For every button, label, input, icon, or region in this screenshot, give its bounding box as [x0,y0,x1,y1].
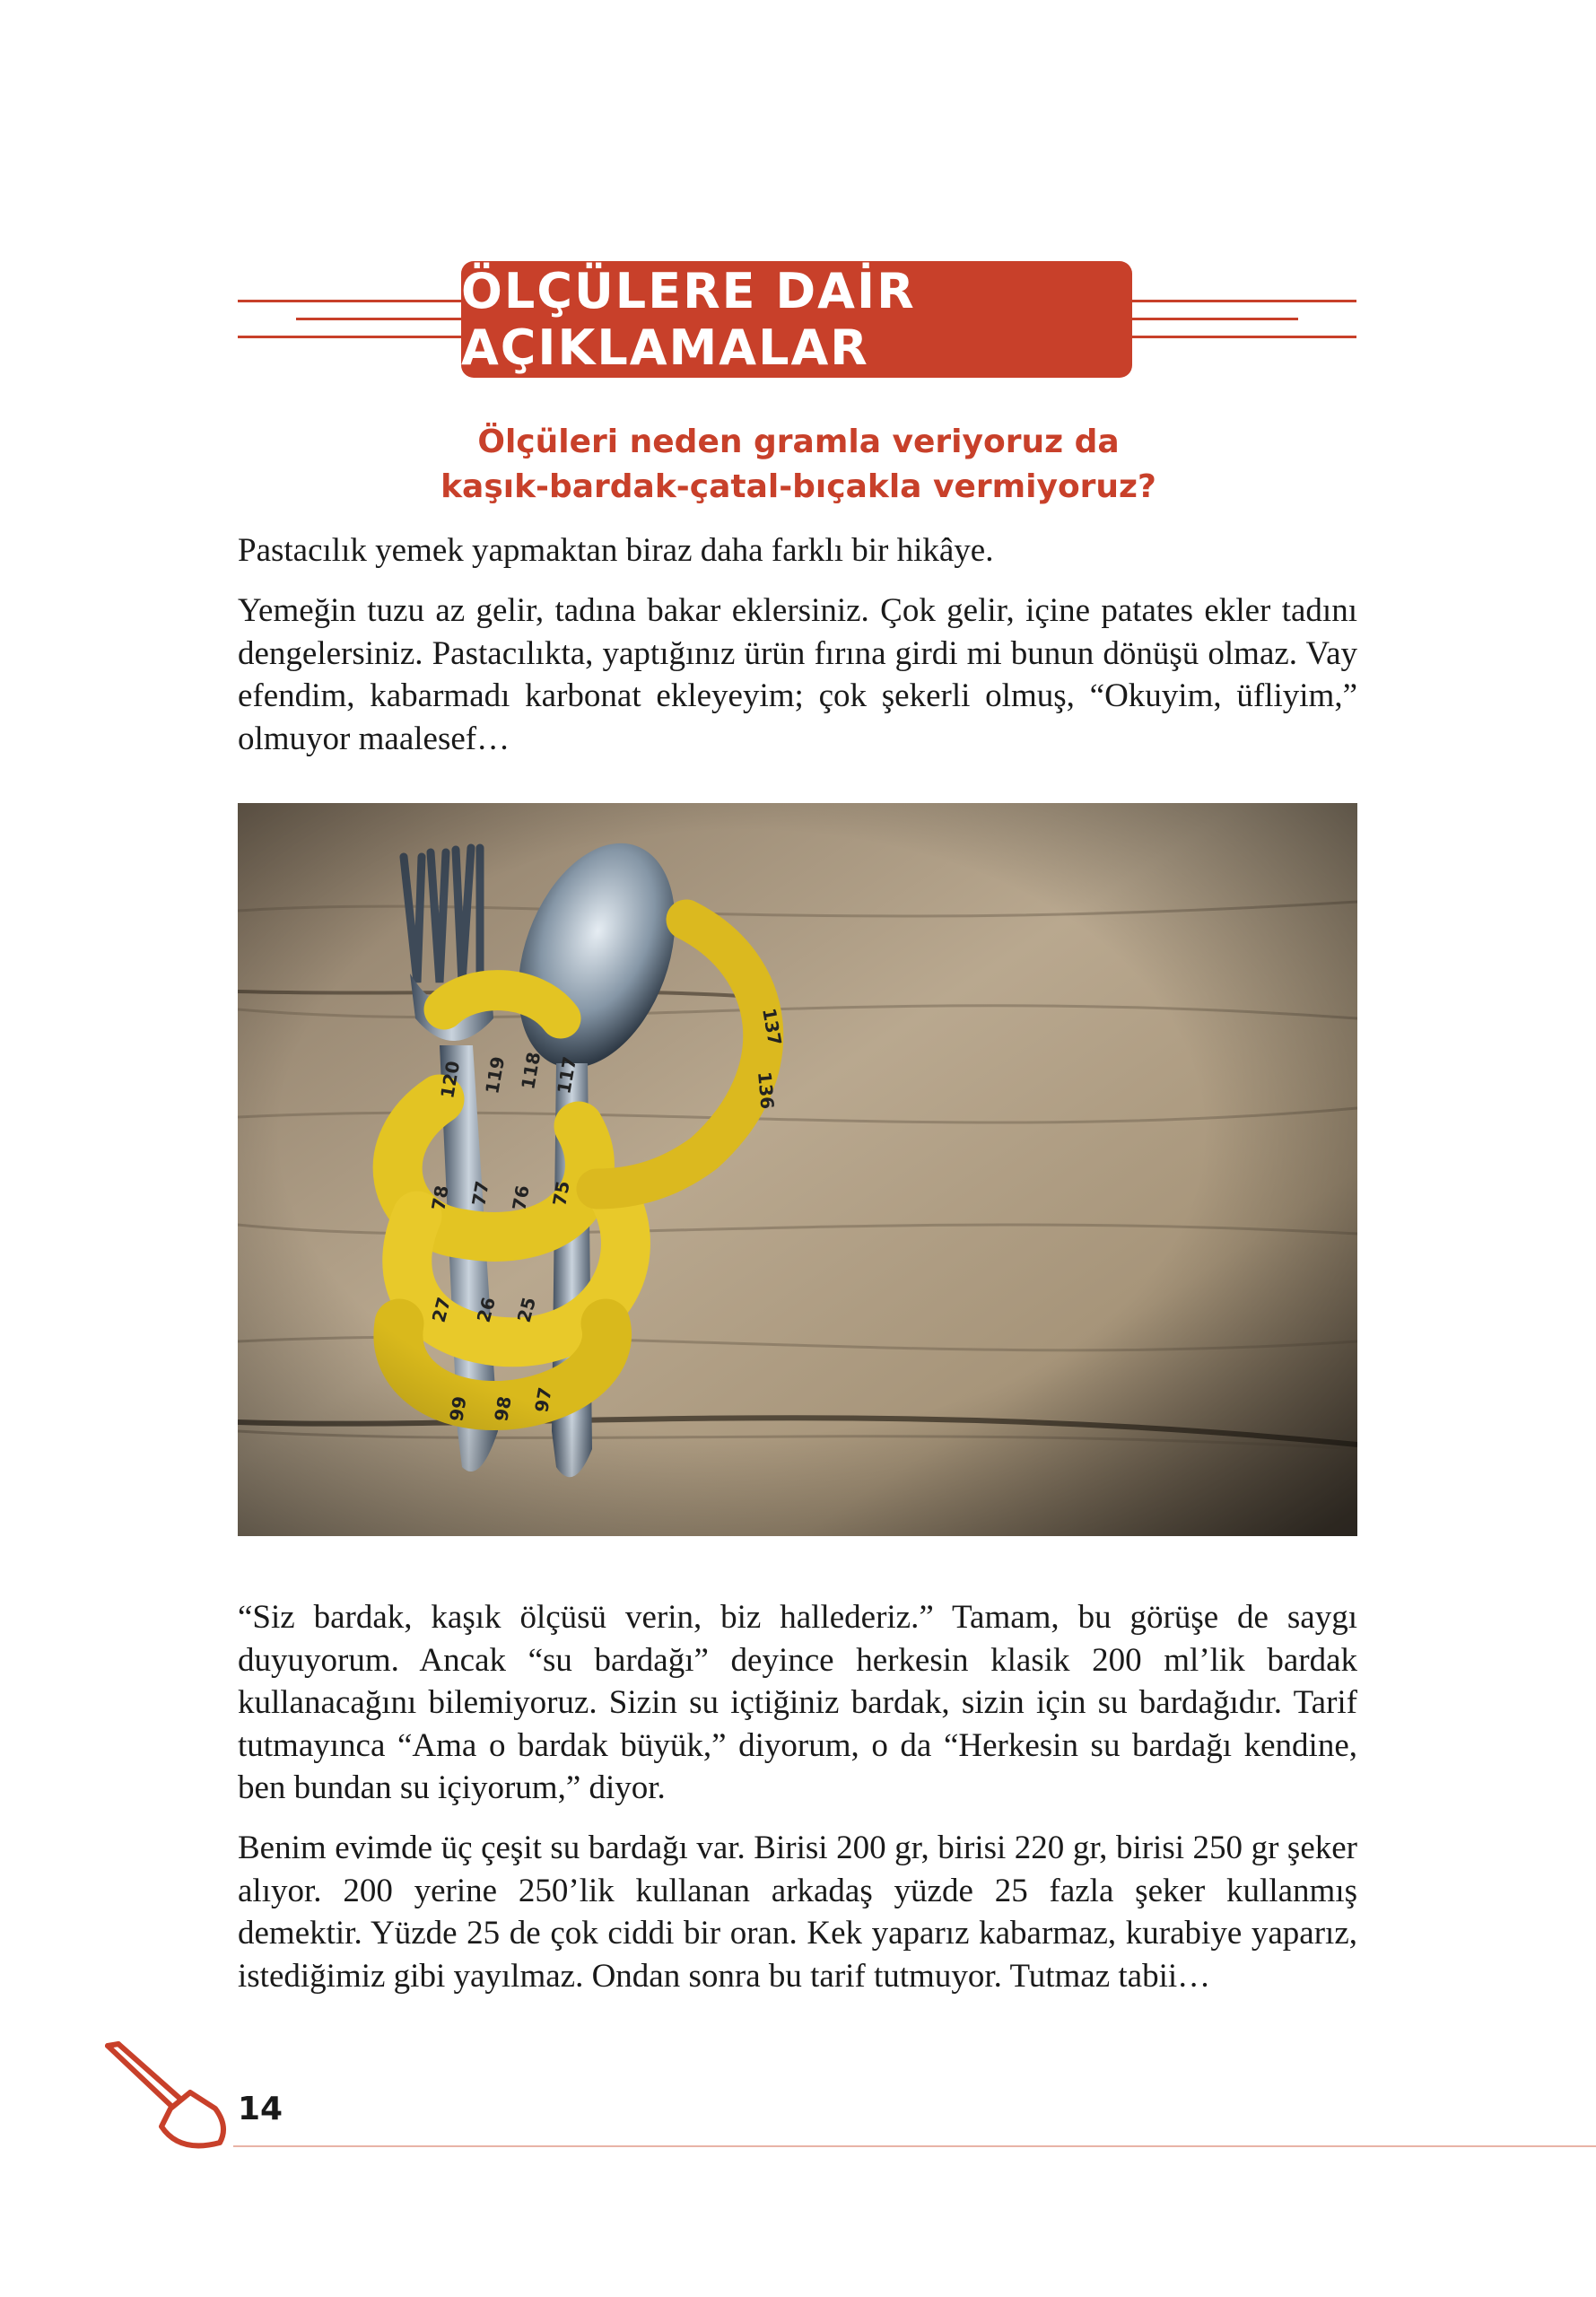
paragraph-intro: Pastacılık yemek yapmaktan biraz daha farklı bir hikâye. [238,532,994,569]
header-line-left-bottom [238,336,462,338]
header-line-left-top [238,300,462,302]
page-number: 14 [238,2091,283,2127]
header-line-right-middle [1132,318,1298,320]
header-line-right-bottom [1132,336,1356,338]
section-subtitle [296,420,1301,510]
fork-spoon-measuring-tape-photo [238,803,1357,1536]
header-line-right-top [1132,300,1356,302]
section-title: ÖLÇÜLERE DAİR AÇIKLAMALAR [461,263,916,376]
paragraph-cup-measure: “Siz bardak, kaşık ölçüsü verin, biz hallederiz.” Tamam, bu görüşe de saygı duyuyorum. Ancak “su bardağı” deyince herkesin klasik 200 ml’lik bardak kullanacağını bilemiyoruz. Sizin su içtiğiniz bardak, sizin için su bardağıdır. Tarif tutmayınca “Ama o bardak büyük,” diyorum, o da “Herkesin su bardağı kendine, ben bundan su içiyorum,” diyor. [238,1599,1357,1806]
footer-line [233,2145,1596,2147]
spatula-icon [99,2037,233,2153]
section-header-box [461,261,1132,378]
paragraph-three-cups: Benim evimde üç çeşit su bardağı var. Birisi 200 gr, birisi 220 gr, birisi 250 gr şeker alıyor. 200 yerine 250’lik kullanan arkadaş yüzde 25 fazla şeker kullanmış demektir. Yüzde 25 de çok ciddi bir oran. Kek yaparız kabarmaz, kurabiye yaparız, istediğimiz gibi yayılmaz. Ondan sonra bu tarif tutmuyor. Tutmaz tabii… [238,1830,1357,1995]
subtitle-line-1: Ölçüleri neden gramla veriyoruz da [477,424,1120,460]
header-line-left-middle [296,318,462,320]
subtitle-line-2: kaşık-bardak-çatal-bıçakla vermiyoruz? [440,468,1156,505]
paragraph-cooking-vs-pastry: Yemeğin tuzu az gelir, tadına bakar eklersiniz. Çok gelir, içine patates ekler tadını dengelersiniz. Pastacılıkta, yaptığınız ürün fırına girdi mi bunun dönüşü olmaz. Vay efendim, kabarmadı karbonat ekleyeyim; çok şekerli olmuş, “Okuyim, üfliyim,” olmuyor maalesef… [238,592,1357,757]
